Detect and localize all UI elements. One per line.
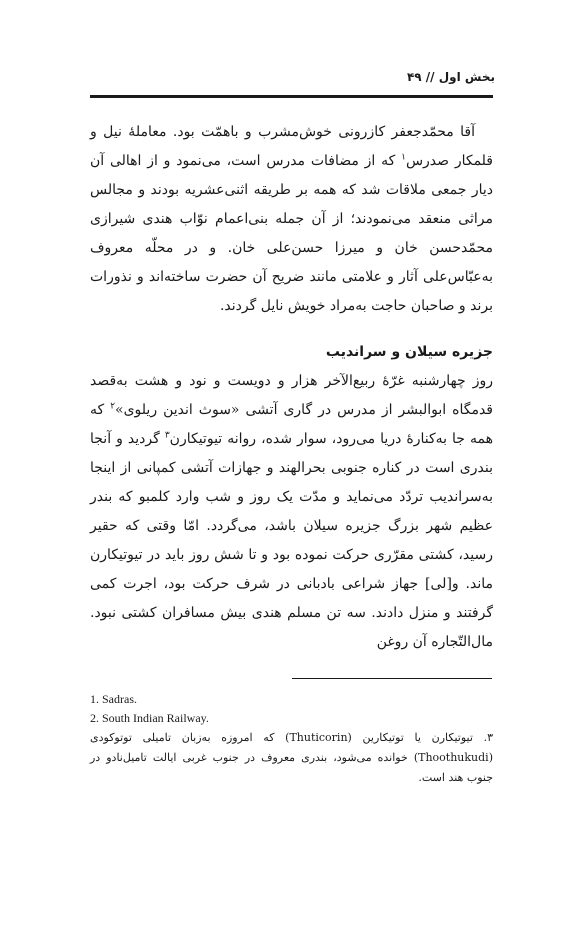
paragraph-2-text-c: گردید و آنجا بندری است در کناره جنوبی بحرالهند و جهازات آتشی کمپانی از اینجا به‌سرانديب تردّد می‌نماید و مدّت یک روز و شب وارد کلمبو که بندر عظیم شهر بزرگ جزیره سیلان باشد، می‌گردد. امّا وقتی که حقیر رسید، کشتی مقرّری حرکت نموده بود و تا شش روز باید در تیوتیکارن ماند. و[لی] جهاز شراعی بادبانی در شرف حرکت بود، اجرت کمی گرفتند و منزل دادند. سه تن مسلم هندی بیش مسافران کشتی نبود. مال‌التّجاره آن روغن	[90, 431, 493, 650]
footnote-ref-2: ۲	[110, 401, 116, 412]
paragraph-1-text-a: آقا محمّدجعفر کازرونی خوش‌مشرب و باهمّت بود. معاملهٔ نیل و قلمکار صدرس	[90, 124, 493, 169]
paragraph-2-text-b: که همه جا به‌کنارهٔ دریا می‌رود، سوار شده، روانه تیوتیکارن	[90, 402, 493, 447]
header-rule	[90, 95, 493, 98]
footnotes	[90, 690, 493, 788]
footnote-3: ۳. تیوتیکارن یا توتیکارین (Thuticorin) که امروزه به‌زبان تامیلی توتوکودی (Thoothukudi) خوانده می‌شود، بندری معروف در جنوب غربی ایالت تامیل‌نادو در جنوب هند است.	[90, 731, 493, 784]
paragraph-2	[90, 367, 493, 657]
footnote-ref-3: ۳	[164, 430, 170, 441]
footnote-ref-1: ۱	[401, 152, 406, 163]
running-head: بخش اول // ۴۹	[406, 70, 495, 84]
body-text	[90, 118, 493, 657]
footnote-2: 2. South Indian Railway.	[90, 711, 209, 725]
paragraph-2-text-a: روز چهارشنبه غرّهٔ ربیع‌الآخر هزار و دویست و نود و هشت به‌قصد قدمگاه ابوالبشر از مدرس در گاری آتشی «سوث اندین ریلوی»	[90, 373, 493, 418]
section-heading: جزیره سیلان و سرانديب	[325, 344, 493, 360]
footnote-1: 1. Sadras.	[90, 692, 137, 706]
paragraph-1-text-b: که از مضافات مدرس است، می‌نمود و از اهالی آن دیار جمعی ملاقات شد که همه بر طریقه اثنی‌عشریه بودند و مجالس مراثی منعقد می‌نمودند؛ از آن جمله بنی‌اعمام نوّاب هندی شیرازی محمّدحسن خان و میرزا حسن‌علی خان. و در محلّه معروف به‌عبّاس‌علی آثار و علامتی مانند ضریح آن حضرت ساخته‌اند و نذورات برند و صاحبان حاجت به‌مراد خویش نایل گردند.	[90, 153, 493, 314]
paragraph-1	[90, 118, 493, 321]
footnote-rule	[292, 678, 492, 679]
